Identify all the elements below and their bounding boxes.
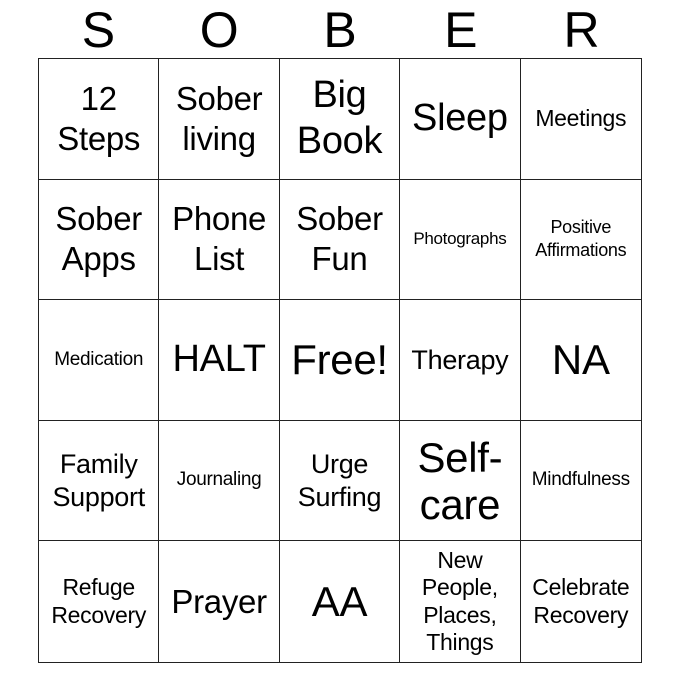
bingo-cell[interactable] <box>280 300 400 421</box>
bingo-cell-text: Prayer <box>171 582 267 620</box>
bingo-cell[interactable] <box>159 300 279 421</box>
bingo-cell[interactable] <box>400 180 520 301</box>
bingo-cell[interactable] <box>400 300 520 421</box>
bingo-cell-text: Celebrate Recovery <box>532 574 630 628</box>
bingo-cell-text: Phone List <box>172 200 267 278</box>
bingo-cell[interactable] <box>39 180 159 301</box>
bingo-cell-text: Free! <box>291 336 388 384</box>
bingo-cell-text: Big Book <box>296 74 383 162</box>
bingo-cell[interactable] <box>280 180 400 301</box>
header-letter-s: S <box>81 2 116 58</box>
bingo-cell[interactable] <box>39 300 159 421</box>
bingo-cell[interactable] <box>159 421 279 542</box>
header-letter-r: R <box>563 2 600 58</box>
bingo-cell-text: Sober Fun <box>296 200 383 278</box>
bingo-cell-text: Family Support <box>52 448 145 512</box>
bingo-cell[interactable] <box>159 541 279 662</box>
bingo-cell-text: NA <box>551 336 610 384</box>
bingo-cell[interactable] <box>280 59 400 180</box>
bingo-cell-text: Journaling <box>176 469 262 491</box>
bingo-cell-text: Meetings <box>535 105 627 131</box>
bingo-cell-text: Refuge Recovery <box>51 574 147 628</box>
bingo-cell-text: HALT <box>172 338 266 381</box>
bingo-cell-text: Photographs <box>413 229 507 249</box>
bingo-cell[interactable] <box>521 421 641 542</box>
bingo-cell-text: Sleep <box>412 97 508 139</box>
bingo-cell[interactable] <box>400 541 520 662</box>
bingo-cell[interactable] <box>39 541 159 662</box>
bingo-cell-text: Positive Affirmations <box>535 217 627 261</box>
bingo-cell-text: AA <box>311 578 368 626</box>
bingo-cell[interactable] <box>521 541 641 662</box>
bingo-cell[interactable] <box>400 59 520 180</box>
bingo-cell[interactable] <box>521 180 641 301</box>
bingo-cell-text: Self- care <box>417 433 503 528</box>
bingo-header <box>38 0 642 58</box>
bingo-cell-text: New People, Places, Things <box>421 546 498 656</box>
bingo-cell-text: Medication <box>54 348 144 370</box>
bingo-cell-text: Urge Surfing <box>297 448 382 512</box>
bingo-cell-text: Sober Apps <box>55 200 142 278</box>
header-letter-e: E <box>444 2 478 58</box>
bingo-cell[interactable] <box>39 421 159 542</box>
bingo-cell[interactable] <box>159 59 279 180</box>
bingo-cell-text: Therapy <box>411 344 509 375</box>
bingo-cell-text: 12 Steps <box>57 79 141 157</box>
bingo-cell-text: Sober living <box>175 79 263 157</box>
bingo-cell-text: Mindfulness <box>531 469 630 491</box>
header-letter-b: B <box>323 2 357 58</box>
bingo-cell[interactable] <box>400 421 520 542</box>
bingo-cell[interactable] <box>521 300 641 421</box>
bingo-board <box>38 58 642 663</box>
header-letter-o: O <box>199 2 239 58</box>
bingo-cell[interactable] <box>280 541 400 662</box>
bingo-cell[interactable] <box>521 59 641 180</box>
bingo-cell[interactable] <box>39 59 159 180</box>
bingo-cell[interactable] <box>280 421 400 542</box>
bingo-cell[interactable] <box>159 180 279 301</box>
